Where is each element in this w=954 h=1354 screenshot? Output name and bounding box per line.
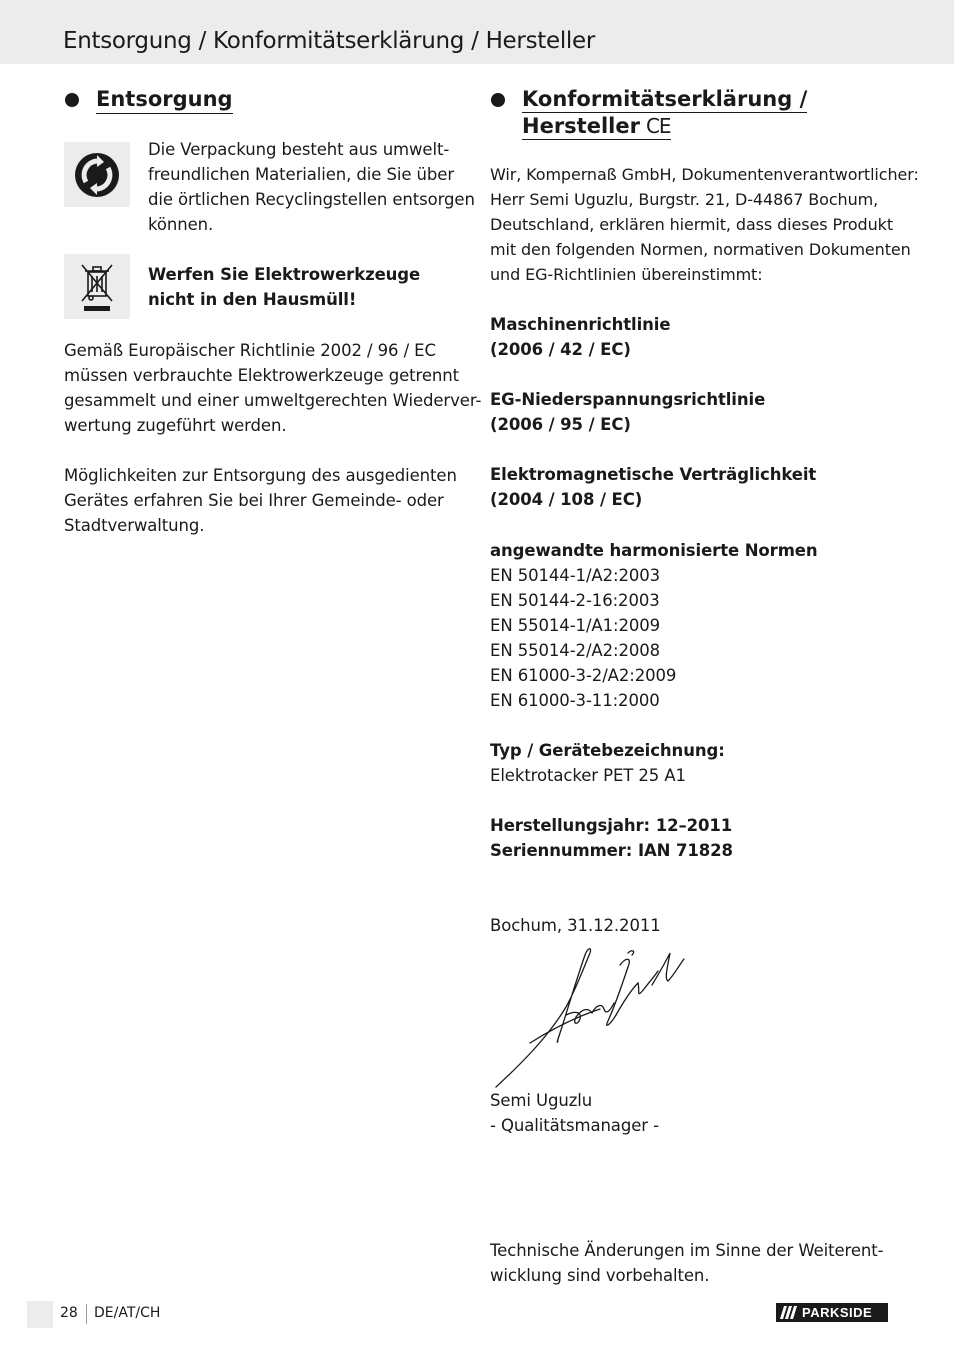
intro-line: und EG-Richtlinien übereinstimmt: [490,265,763,284]
page-title: Entsorgung / Konformitätserklärung / Hersteller [63,28,596,54]
brand-name: PARKSIDE [802,1305,873,1320]
handwritten-signature [492,945,692,1090]
directive-emc [490,462,816,512]
green-dot-recycling-icon [73,151,121,199]
directive-name: Maschinenrichtlinie [490,315,671,334]
norm-item: EN 61000-3-2/A2:2009 [490,666,677,685]
norm-item: EN 50144-2-16:2003 [490,591,660,610]
ce-mark: CE [645,114,671,138]
logo-stripes-icon [776,1303,802,1322]
technical-notice [490,1238,884,1288]
place-date: Bochum, 31.12.2011 [490,916,661,935]
heading-line-2-wrap [522,113,671,140]
packaging-line: freundlichen Materialien, die Sie über [148,165,455,184]
footer-marker [27,1301,53,1328]
warning-line: Werfen Sie Elektrowerkzeuge [148,265,421,284]
intro-line: Deutschland, erklären hiermit, dass dieses Produkt [490,215,893,234]
signer-role: - Qualitätsmanager - [490,1116,659,1135]
norms-heading: angewandte harmonisierte Normen [490,541,818,560]
packaging-line: Die Verpackung besteht aus umwelt- [148,140,450,159]
directive-number: (2004 / 108 / EC) [490,490,643,509]
directive-number: (2006 / 95 / EC) [490,415,631,434]
warning-line: nicht in den Hausmüll! [148,290,357,309]
directive-name: EG-Niederspannungsrichtlinie [490,390,766,409]
directive-machinery [490,312,670,362]
notice-line: wicklung sind vorbehalten. [490,1266,710,1285]
signer-name: Semi Uguzlu [490,1091,593,1110]
production-block [490,813,733,863]
directive-text [64,338,481,438]
section-konformitaet-heading [491,86,807,141]
intro-text [490,162,919,287]
type-block [490,738,725,788]
norm-item: EN 55014-2/A2:2008 [490,641,661,660]
directive-line: Gemäß Europäischer Richtlinie 2002 / 96 / EC [64,341,436,360]
directive-line: müssen verbrauchte Elektrowerkzeuge getrennt [64,366,459,385]
heading-line-1: Konformitätserklärung / [522,87,808,111]
notice-line: Technische Änderungen im Sinne der Weiterent- [490,1241,884,1260]
packaging-line: können. [148,215,214,234]
region-code: DE/AT/CH [94,1305,161,1321]
directive-line: wertung zugeführt werden. [64,416,287,435]
production-year: Herstellungsjahr: 12–2011 [490,816,733,835]
section-entsorgung-heading [65,86,233,114]
intro-line: mit den folgenden Normen, normativen Dokumenten [490,240,911,259]
packaging-line: die örtlichen Recyclingstellen entsorgen [148,190,475,209]
norms-block [490,538,818,713]
disposal-line: Stadtverwaltung. [64,516,205,535]
directive-line: gesammelt und einer umweltgerechten Wiederver- [64,391,482,410]
norm-item: EN 61000-3-11:2000 [490,691,660,710]
disposal-line: Gerätes erfahren Sie bei Ihrer Gemeinde- oder [64,491,444,510]
section-title-konformitaet [522,86,807,141]
intro-line: Wir, Kompernaß GmbH, Dokumentenverantwortlicher: [490,165,919,184]
disposal-text [64,463,457,538]
recycle-icon-box [64,142,130,207]
packaging-text [148,137,475,237]
section-title-entsorgung: Entsorgung [96,86,233,114]
signer-block [490,1088,659,1138]
norm-item: EN 55014-1/A1:2009 [490,616,661,635]
crossed-out-wheelie-bin-icon [77,261,117,313]
type-value: Elektrotacker PET 25 A1 [490,766,686,785]
type-label: Typ / Gerätebezeichnung: [490,741,725,760]
heading-line-2: Hersteller [522,114,640,138]
parkside-logo [776,1303,888,1322]
serial-number: Seriennummer: IAN 71828 [490,841,733,860]
directive-name: Elektromagnetische Verträglichkeit [490,465,817,484]
directive-low-voltage [490,387,765,437]
bullet-icon [65,93,79,107]
directive-number: (2006 / 42 / EC) [490,340,631,359]
bin-icon-box [64,254,130,319]
norm-item: EN 50144-1/A2:2003 [490,566,661,585]
disposal-line: Möglichkeiten zur Entsorgung des ausgedienten [64,466,457,485]
intro-line: Herr Semi Uguzlu, Burgstr. 21, D-44867 Bochum, [490,190,879,209]
warning-text [148,262,420,312]
bullet-icon [491,93,505,107]
page-number: 28 [60,1305,78,1321]
footer-divider [86,1304,87,1324]
